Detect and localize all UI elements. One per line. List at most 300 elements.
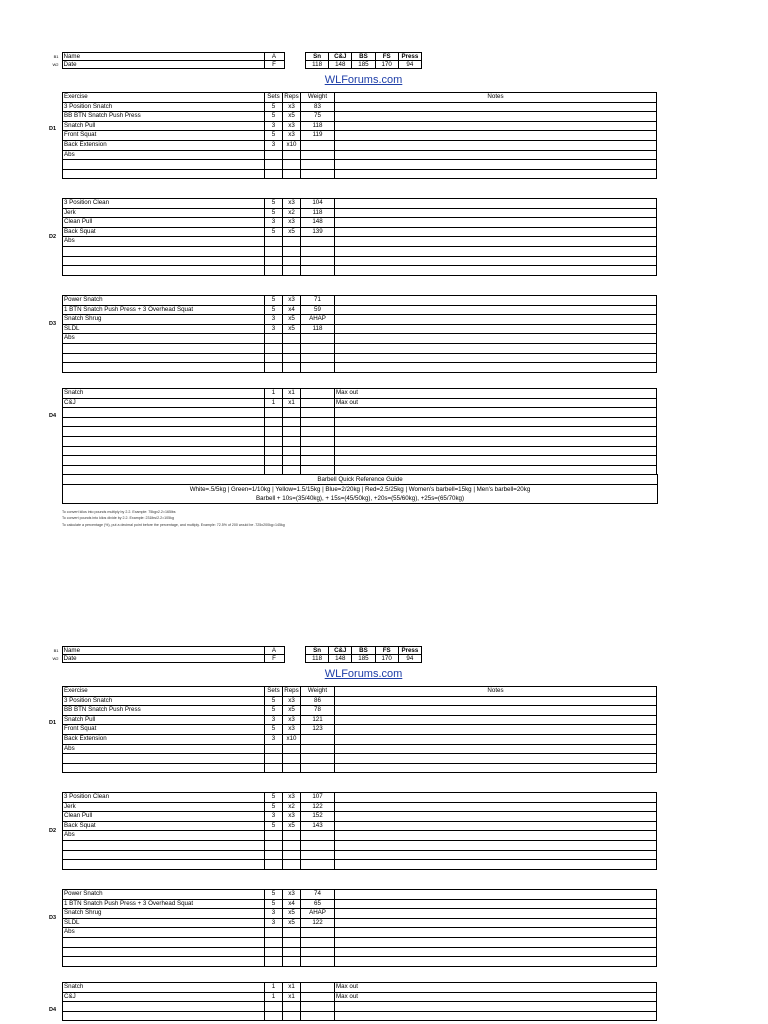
reps-cell[interactable]: x3	[283, 715, 301, 725]
reps-cell[interactable]: x1	[283, 992, 301, 1002]
sets-cell[interactable]	[265, 169, 283, 179]
reps-cell[interactable]	[283, 831, 301, 841]
reps-cell[interactable]: x3	[283, 199, 301, 209]
notes-cell[interactable]	[335, 256, 657, 266]
weight-cell[interactable]	[301, 456, 335, 466]
reps-cell[interactable]	[283, 1002, 301, 1012]
notes-cell[interactable]	[335, 363, 657, 373]
reps-cell[interactable]	[283, 1011, 301, 1021]
sets-cell[interactable]	[265, 446, 283, 456]
notes-cell[interactable]	[335, 918, 657, 928]
reps-cell[interactable]: x5	[283, 227, 301, 237]
stat-value-press[interactable]: 94	[398, 61, 421, 69]
exercise-cell[interactable]: Back Squat	[63, 227, 265, 237]
notes-cell[interactable]	[335, 802, 657, 812]
exercise-cell[interactable]: Snatch	[63, 389, 265, 399]
notes-cell[interactable]	[335, 890, 657, 900]
exercise-cell[interactable]: Power Snatch	[63, 890, 265, 900]
sets-cell[interactable]: 5	[265, 802, 283, 812]
sets-cell[interactable]: 5	[265, 899, 283, 909]
sets-cell[interactable]	[265, 754, 283, 764]
reps-cell[interactable]: x5	[283, 918, 301, 928]
weight-cell[interactable]	[301, 763, 335, 773]
sets-cell[interactable]	[265, 763, 283, 773]
weight-cell[interactable]: AHAP	[301, 315, 335, 325]
reps-cell[interactable]: x5	[283, 909, 301, 919]
reps-cell[interactable]: x3	[283, 812, 301, 822]
sets-cell[interactable]	[265, 850, 283, 860]
exercise-cell[interactable]: Front Squat	[63, 725, 265, 735]
reps-cell[interactable]: x1	[283, 389, 301, 399]
sets-cell[interactable]	[265, 947, 283, 957]
reps-cell[interactable]: x1	[283, 983, 301, 993]
weight-cell[interactable]: 119	[301, 131, 335, 141]
exercise-cell[interactable]	[63, 937, 265, 947]
sets-cell[interactable]: 3	[265, 918, 283, 928]
weight-cell[interactable]	[301, 417, 335, 427]
notes-cell[interactable]	[335, 947, 657, 957]
weight-cell[interactable]: AHAP	[301, 909, 335, 919]
sets-cell[interactable]	[265, 334, 283, 344]
notes-cell[interactable]	[335, 793, 657, 803]
sets-cell[interactable]: 3	[265, 909, 283, 919]
reps-cell[interactable]: x5	[283, 821, 301, 831]
sets-cell[interactable]: 3	[265, 812, 283, 822]
exercise-cell[interactable]	[63, 246, 265, 256]
reps-cell[interactable]: x2	[283, 802, 301, 812]
sets-cell[interactable]: 3	[265, 218, 283, 228]
sets-cell[interactable]	[265, 744, 283, 754]
sets-cell[interactable]: 3	[265, 324, 283, 334]
notes-cell[interactable]: Max out	[335, 389, 657, 399]
weight-cell[interactable]: 59	[301, 305, 335, 315]
notes-cell[interactable]	[335, 150, 657, 160]
sets-cell[interactable]	[265, 831, 283, 841]
exercise-cell[interactable]: Back Extension	[63, 734, 265, 744]
exercise-cell[interactable]: Abs	[63, 744, 265, 754]
notes-cell[interactable]	[335, 169, 657, 179]
notes-cell[interactable]	[335, 305, 657, 315]
reps-cell[interactable]	[283, 169, 301, 179]
exercise-cell[interactable]: BB BTN Snatch Push Press	[63, 706, 265, 716]
weight-cell[interactable]: 107	[301, 793, 335, 803]
notes-cell[interactable]	[335, 353, 657, 363]
sets-cell[interactable]	[265, 160, 283, 170]
sets-cell[interactable]	[265, 363, 283, 373]
reps-cell[interactable]	[283, 446, 301, 456]
exercise-cell[interactable]	[63, 408, 265, 418]
sets-cell[interactable]: 5	[265, 696, 283, 706]
exercise-cell[interactable]: Clean Pull	[63, 218, 265, 228]
reps-cell[interactable]: x3	[283, 793, 301, 803]
exercise-cell[interactable]: SLDL	[63, 324, 265, 334]
exercise-cell[interactable]: C&J	[63, 992, 265, 1002]
exercise-cell[interactable]	[63, 860, 265, 870]
sets-cell[interactable]: 3	[265, 140, 283, 150]
notes-cell[interactable]	[335, 928, 657, 938]
weight-cell[interactable]	[301, 1011, 335, 1021]
notes-cell[interactable]	[335, 436, 657, 446]
sets-cell[interactable]	[265, 1002, 283, 1012]
exercise-cell[interactable]	[63, 256, 265, 266]
notes-cell[interactable]	[335, 140, 657, 150]
sets-cell[interactable]	[265, 1011, 283, 1021]
weight-cell[interactable]	[301, 160, 335, 170]
sets-cell[interactable]: 5	[265, 227, 283, 237]
exercise-cell[interactable]	[63, 850, 265, 860]
notes-cell[interactable]: Max out	[335, 983, 657, 993]
exercise-cell[interactable]: Front Squat	[63, 131, 265, 141]
exercise-cell[interactable]	[63, 456, 265, 466]
exercise-cell[interactable]: Snatch Pull	[63, 715, 265, 725]
notes-cell[interactable]	[335, 296, 657, 306]
notes-cell[interactable]	[335, 899, 657, 909]
notes-cell[interactable]	[335, 725, 657, 735]
exercise-cell[interactable]: Snatch Shrug	[63, 909, 265, 919]
notes-cell[interactable]	[335, 102, 657, 112]
weight-cell[interactable]: 118	[301, 324, 335, 334]
notes-cell[interactable]	[335, 821, 657, 831]
exercise-cell[interactable]: 3 Position Snatch	[63, 102, 265, 112]
reps-cell[interactable]: x2	[283, 208, 301, 218]
weight-cell[interactable]: 65	[301, 899, 335, 909]
exercise-cell[interactable]	[63, 436, 265, 446]
reps-cell[interactable]	[283, 408, 301, 418]
reps-cell[interactable]	[283, 937, 301, 947]
notes-cell[interactable]	[335, 246, 657, 256]
reps-cell[interactable]	[283, 436, 301, 446]
reps-cell[interactable]	[283, 928, 301, 938]
reps-cell[interactable]: x3	[283, 890, 301, 900]
sets-cell[interactable]	[265, 408, 283, 418]
weight-cell[interactable]: 71	[301, 296, 335, 306]
reps-cell[interactable]: x3	[283, 218, 301, 228]
weight-cell[interactable]	[301, 427, 335, 437]
exercise-cell[interactable]: Snatch	[63, 983, 265, 993]
notes-cell[interactable]	[335, 734, 657, 744]
date-field-value[interactable]: F	[264, 655, 284, 663]
reps-cell[interactable]	[283, 957, 301, 967]
exercise-cell[interactable]	[63, 169, 265, 179]
weight-cell[interactable]	[301, 831, 335, 841]
weight-cell[interactable]: 143	[301, 821, 335, 831]
sets-cell[interactable]: 5	[265, 305, 283, 315]
notes-cell[interactable]	[335, 706, 657, 716]
stat-value-snatch[interactable]: 118	[306, 655, 329, 663]
sets-cell[interactable]: 5	[265, 131, 283, 141]
sets-cell[interactable]: 3	[265, 715, 283, 725]
stat-value-bs[interactable]: 185	[352, 655, 375, 663]
sets-cell[interactable]: 5	[265, 296, 283, 306]
weight-cell[interactable]: 118	[301, 121, 335, 131]
exercise-cell[interactable]: Abs	[63, 237, 265, 247]
notes-cell[interactable]	[335, 754, 657, 764]
reps-cell[interactable]: x4	[283, 305, 301, 315]
notes-cell[interactable]	[335, 715, 657, 725]
notes-cell[interactable]	[335, 909, 657, 919]
exercise-cell[interactable]: Back Squat	[63, 821, 265, 831]
reps-cell[interactable]: x10	[283, 734, 301, 744]
exercise-cell[interactable]: 3 Position Clean	[63, 793, 265, 803]
weight-cell[interactable]	[301, 937, 335, 947]
exercise-cell[interactable]: Clean Pull	[63, 812, 265, 822]
weight-cell[interactable]	[301, 398, 335, 408]
weight-cell[interactable]	[301, 256, 335, 266]
stat-value-fs[interactable]: 170	[375, 61, 398, 69]
exercise-cell[interactable]	[63, 363, 265, 373]
notes-cell[interactable]	[335, 334, 657, 344]
notes-cell[interactable]	[335, 812, 657, 822]
weight-cell[interactable]	[301, 744, 335, 754]
reps-cell[interactable]: x3	[283, 296, 301, 306]
sets-cell[interactable]	[265, 456, 283, 466]
sets-cell[interactable]	[265, 840, 283, 850]
weight-cell[interactable]	[301, 266, 335, 276]
weight-cell[interactable]: 104	[301, 199, 335, 209]
exercise-cell[interactable]: Snatch Pull	[63, 121, 265, 131]
weight-cell[interactable]: 139	[301, 227, 335, 237]
weight-cell[interactable]	[301, 246, 335, 256]
stat-value-cj[interactable]: 148	[329, 655, 352, 663]
weight-cell[interactable]: 123	[301, 725, 335, 735]
exercise-cell[interactable]	[63, 343, 265, 353]
exercise-cell[interactable]: Abs	[63, 928, 265, 938]
reps-cell[interactable]: x3	[283, 121, 301, 131]
notes-cell[interactable]	[335, 266, 657, 276]
sets-cell[interactable]: 5	[265, 725, 283, 735]
reps-cell[interactable]: x5	[283, 112, 301, 122]
weight-cell[interactable]	[301, 334, 335, 344]
reps-cell[interactable]: x10	[283, 140, 301, 150]
exercise-cell[interactable]	[63, 947, 265, 957]
notes-cell[interactable]	[335, 315, 657, 325]
weight-cell[interactable]	[301, 734, 335, 744]
exercise-cell[interactable]: 1 BTN Snatch Push Press + 3 Overhead Squat	[63, 899, 265, 909]
exercise-cell[interactable]: 3 Position Snatch	[63, 696, 265, 706]
exercise-cell[interactable]	[63, 353, 265, 363]
reps-cell[interactable]: x3	[283, 725, 301, 735]
name-field-value[interactable]: A	[264, 53, 284, 61]
notes-cell[interactable]	[335, 343, 657, 353]
reps-cell[interactable]: x5	[283, 706, 301, 716]
sets-cell[interactable]: 5	[265, 890, 283, 900]
exercise-cell[interactable]	[63, 957, 265, 967]
weight-cell[interactable]	[301, 957, 335, 967]
weight-cell[interactable]	[301, 169, 335, 179]
sets-cell[interactable]: 1	[265, 983, 283, 993]
notes-cell[interactable]	[335, 957, 657, 967]
notes-cell[interactable]	[335, 850, 657, 860]
exercise-cell[interactable]: 3 Position Clean	[63, 199, 265, 209]
notes-cell[interactable]	[335, 408, 657, 418]
notes-cell[interactable]	[335, 1002, 657, 1012]
exercise-cell[interactable]: 1 BTN Snatch Push Press + 3 Overhead Squat	[63, 305, 265, 315]
reps-cell[interactable]	[283, 763, 301, 773]
reps-cell[interactable]	[283, 456, 301, 466]
sets-cell[interactable]: 5	[265, 199, 283, 209]
weight-cell[interactable]	[301, 992, 335, 1002]
exercise-cell[interactable]: Jerk	[63, 802, 265, 812]
weight-cell[interactable]: 152	[301, 812, 335, 822]
notes-cell[interactable]	[335, 840, 657, 850]
weight-cell[interactable]	[301, 343, 335, 353]
notes-cell[interactable]	[335, 937, 657, 947]
exercise-cell[interactable]: Power Snatch	[63, 296, 265, 306]
sets-cell[interactable]: 5	[265, 102, 283, 112]
sets-cell[interactable]	[265, 237, 283, 247]
notes-cell[interactable]	[335, 446, 657, 456]
notes-cell[interactable]	[335, 121, 657, 131]
sets-cell[interactable]	[265, 937, 283, 947]
reps-cell[interactable]	[283, 363, 301, 373]
sets-cell[interactable]	[265, 343, 283, 353]
weight-cell[interactable]	[301, 840, 335, 850]
weight-cell[interactable]	[301, 928, 335, 938]
notes-cell[interactable]	[335, 696, 657, 706]
notes-cell[interactable]	[335, 324, 657, 334]
notes-cell[interactable]: Max out	[335, 992, 657, 1002]
reps-cell[interactable]	[283, 840, 301, 850]
reps-cell[interactable]	[283, 160, 301, 170]
weight-cell[interactable]: 121	[301, 715, 335, 725]
exercise-cell[interactable]	[63, 1002, 265, 1012]
notes-cell[interactable]	[335, 860, 657, 870]
exercise-cell[interactable]	[63, 446, 265, 456]
weight-cell[interactable]	[301, 363, 335, 373]
site-title[interactable]: WLForums.com	[324, 74, 403, 86]
exercise-cell[interactable]: Abs	[63, 831, 265, 841]
sets-cell[interactable]: 1	[265, 389, 283, 399]
sets-cell[interactable]: 5	[265, 208, 283, 218]
weight-cell[interactable]	[301, 446, 335, 456]
reps-cell[interactable]	[283, 256, 301, 266]
sets-cell[interactable]: 1	[265, 992, 283, 1002]
weight-cell[interactable]	[301, 140, 335, 150]
sets-cell[interactable]	[265, 150, 283, 160]
reps-cell[interactable]: x4	[283, 899, 301, 909]
notes-cell[interactable]	[335, 160, 657, 170]
sets-cell[interactable]	[265, 353, 283, 363]
notes-cell[interactable]	[335, 112, 657, 122]
weight-cell[interactable]	[301, 983, 335, 993]
exercise-cell[interactable]	[63, 840, 265, 850]
weight-cell[interactable]: 86	[301, 696, 335, 706]
exercise-cell[interactable]: SLDL	[63, 918, 265, 928]
notes-cell[interactable]	[335, 427, 657, 437]
date-field-value[interactable]: F	[264, 61, 284, 69]
exercise-cell[interactable]: Back Extension	[63, 140, 265, 150]
reps-cell[interactable]	[283, 150, 301, 160]
name-field-value[interactable]: A	[264, 647, 284, 655]
notes-cell[interactable]: Max out	[335, 398, 657, 408]
reps-cell[interactable]	[283, 334, 301, 344]
weight-cell[interactable]: 122	[301, 918, 335, 928]
stat-value-press[interactable]: 94	[398, 655, 421, 663]
reps-cell[interactable]	[283, 947, 301, 957]
notes-cell[interactable]	[335, 1011, 657, 1021]
notes-cell[interactable]	[335, 199, 657, 209]
weight-cell[interactable]	[301, 389, 335, 399]
weight-cell[interactable]	[301, 947, 335, 957]
sets-cell[interactable]	[265, 957, 283, 967]
notes-cell[interactable]	[335, 227, 657, 237]
weight-cell[interactable]: 83	[301, 102, 335, 112]
notes-cell[interactable]	[335, 456, 657, 466]
reps-cell[interactable]	[283, 266, 301, 276]
reps-cell[interactable]	[283, 850, 301, 860]
weight-cell[interactable]	[301, 436, 335, 446]
exercise-cell[interactable]	[63, 427, 265, 437]
notes-cell[interactable]	[335, 417, 657, 427]
weight-cell[interactable]	[301, 408, 335, 418]
sets-cell[interactable]	[265, 246, 283, 256]
sets-cell[interactable]: 5	[265, 793, 283, 803]
weight-cell[interactable]	[301, 353, 335, 363]
reps-cell[interactable]	[283, 427, 301, 437]
sets-cell[interactable]	[265, 417, 283, 427]
exercise-cell[interactable]	[63, 1011, 265, 1021]
stat-value-fs[interactable]: 170	[375, 655, 398, 663]
sets-cell[interactable]	[265, 928, 283, 938]
sets-cell[interactable]: 3	[265, 734, 283, 744]
exercise-cell[interactable]: Jerk	[63, 208, 265, 218]
stat-value-bs[interactable]: 185	[352, 61, 375, 69]
notes-cell[interactable]	[335, 131, 657, 141]
weight-cell[interactable]: 148	[301, 218, 335, 228]
exercise-cell[interactable]: C&J	[63, 398, 265, 408]
sets-cell[interactable]: 5	[265, 706, 283, 716]
sets-cell[interactable]	[265, 256, 283, 266]
reps-cell[interactable]	[283, 860, 301, 870]
notes-cell[interactable]	[335, 831, 657, 841]
reps-cell[interactable]: x5	[283, 324, 301, 334]
sets-cell[interactable]: 3	[265, 121, 283, 131]
notes-cell[interactable]	[335, 218, 657, 228]
reps-cell[interactable]: x5	[283, 315, 301, 325]
exercise-cell[interactable]	[63, 763, 265, 773]
reps-cell[interactable]	[283, 343, 301, 353]
reps-cell[interactable]	[283, 353, 301, 363]
weight-cell[interactable]: 118	[301, 208, 335, 218]
reps-cell[interactable]	[283, 744, 301, 754]
sets-cell[interactable]: 1	[265, 398, 283, 408]
reps-cell[interactable]	[283, 246, 301, 256]
reps-cell[interactable]	[283, 237, 301, 247]
sets-cell[interactable]: 5	[265, 112, 283, 122]
notes-cell[interactable]	[335, 237, 657, 247]
weight-cell[interactable]	[301, 150, 335, 160]
exercise-cell[interactable]: Abs	[63, 150, 265, 160]
weight-cell[interactable]: 122	[301, 802, 335, 812]
sets-cell[interactable]: 5	[265, 821, 283, 831]
weight-cell[interactable]	[301, 754, 335, 764]
reps-cell[interactable]: x3	[283, 131, 301, 141]
exercise-cell[interactable]	[63, 754, 265, 764]
notes-cell[interactable]	[335, 763, 657, 773]
reps-cell[interactable]: x3	[283, 102, 301, 112]
reps-cell[interactable]	[283, 754, 301, 764]
weight-cell[interactable]	[301, 1002, 335, 1012]
weight-cell[interactable]	[301, 850, 335, 860]
sets-cell[interactable]	[265, 860, 283, 870]
notes-cell[interactable]	[335, 744, 657, 754]
sets-cell[interactable]	[265, 436, 283, 446]
exercise-cell[interactable]	[63, 160, 265, 170]
reps-cell[interactable]: x1	[283, 398, 301, 408]
site-title[interactable]: WLForums.com	[324, 668, 403, 680]
stat-value-snatch[interactable]: 118	[306, 61, 329, 69]
sets-cell[interactable]	[265, 266, 283, 276]
